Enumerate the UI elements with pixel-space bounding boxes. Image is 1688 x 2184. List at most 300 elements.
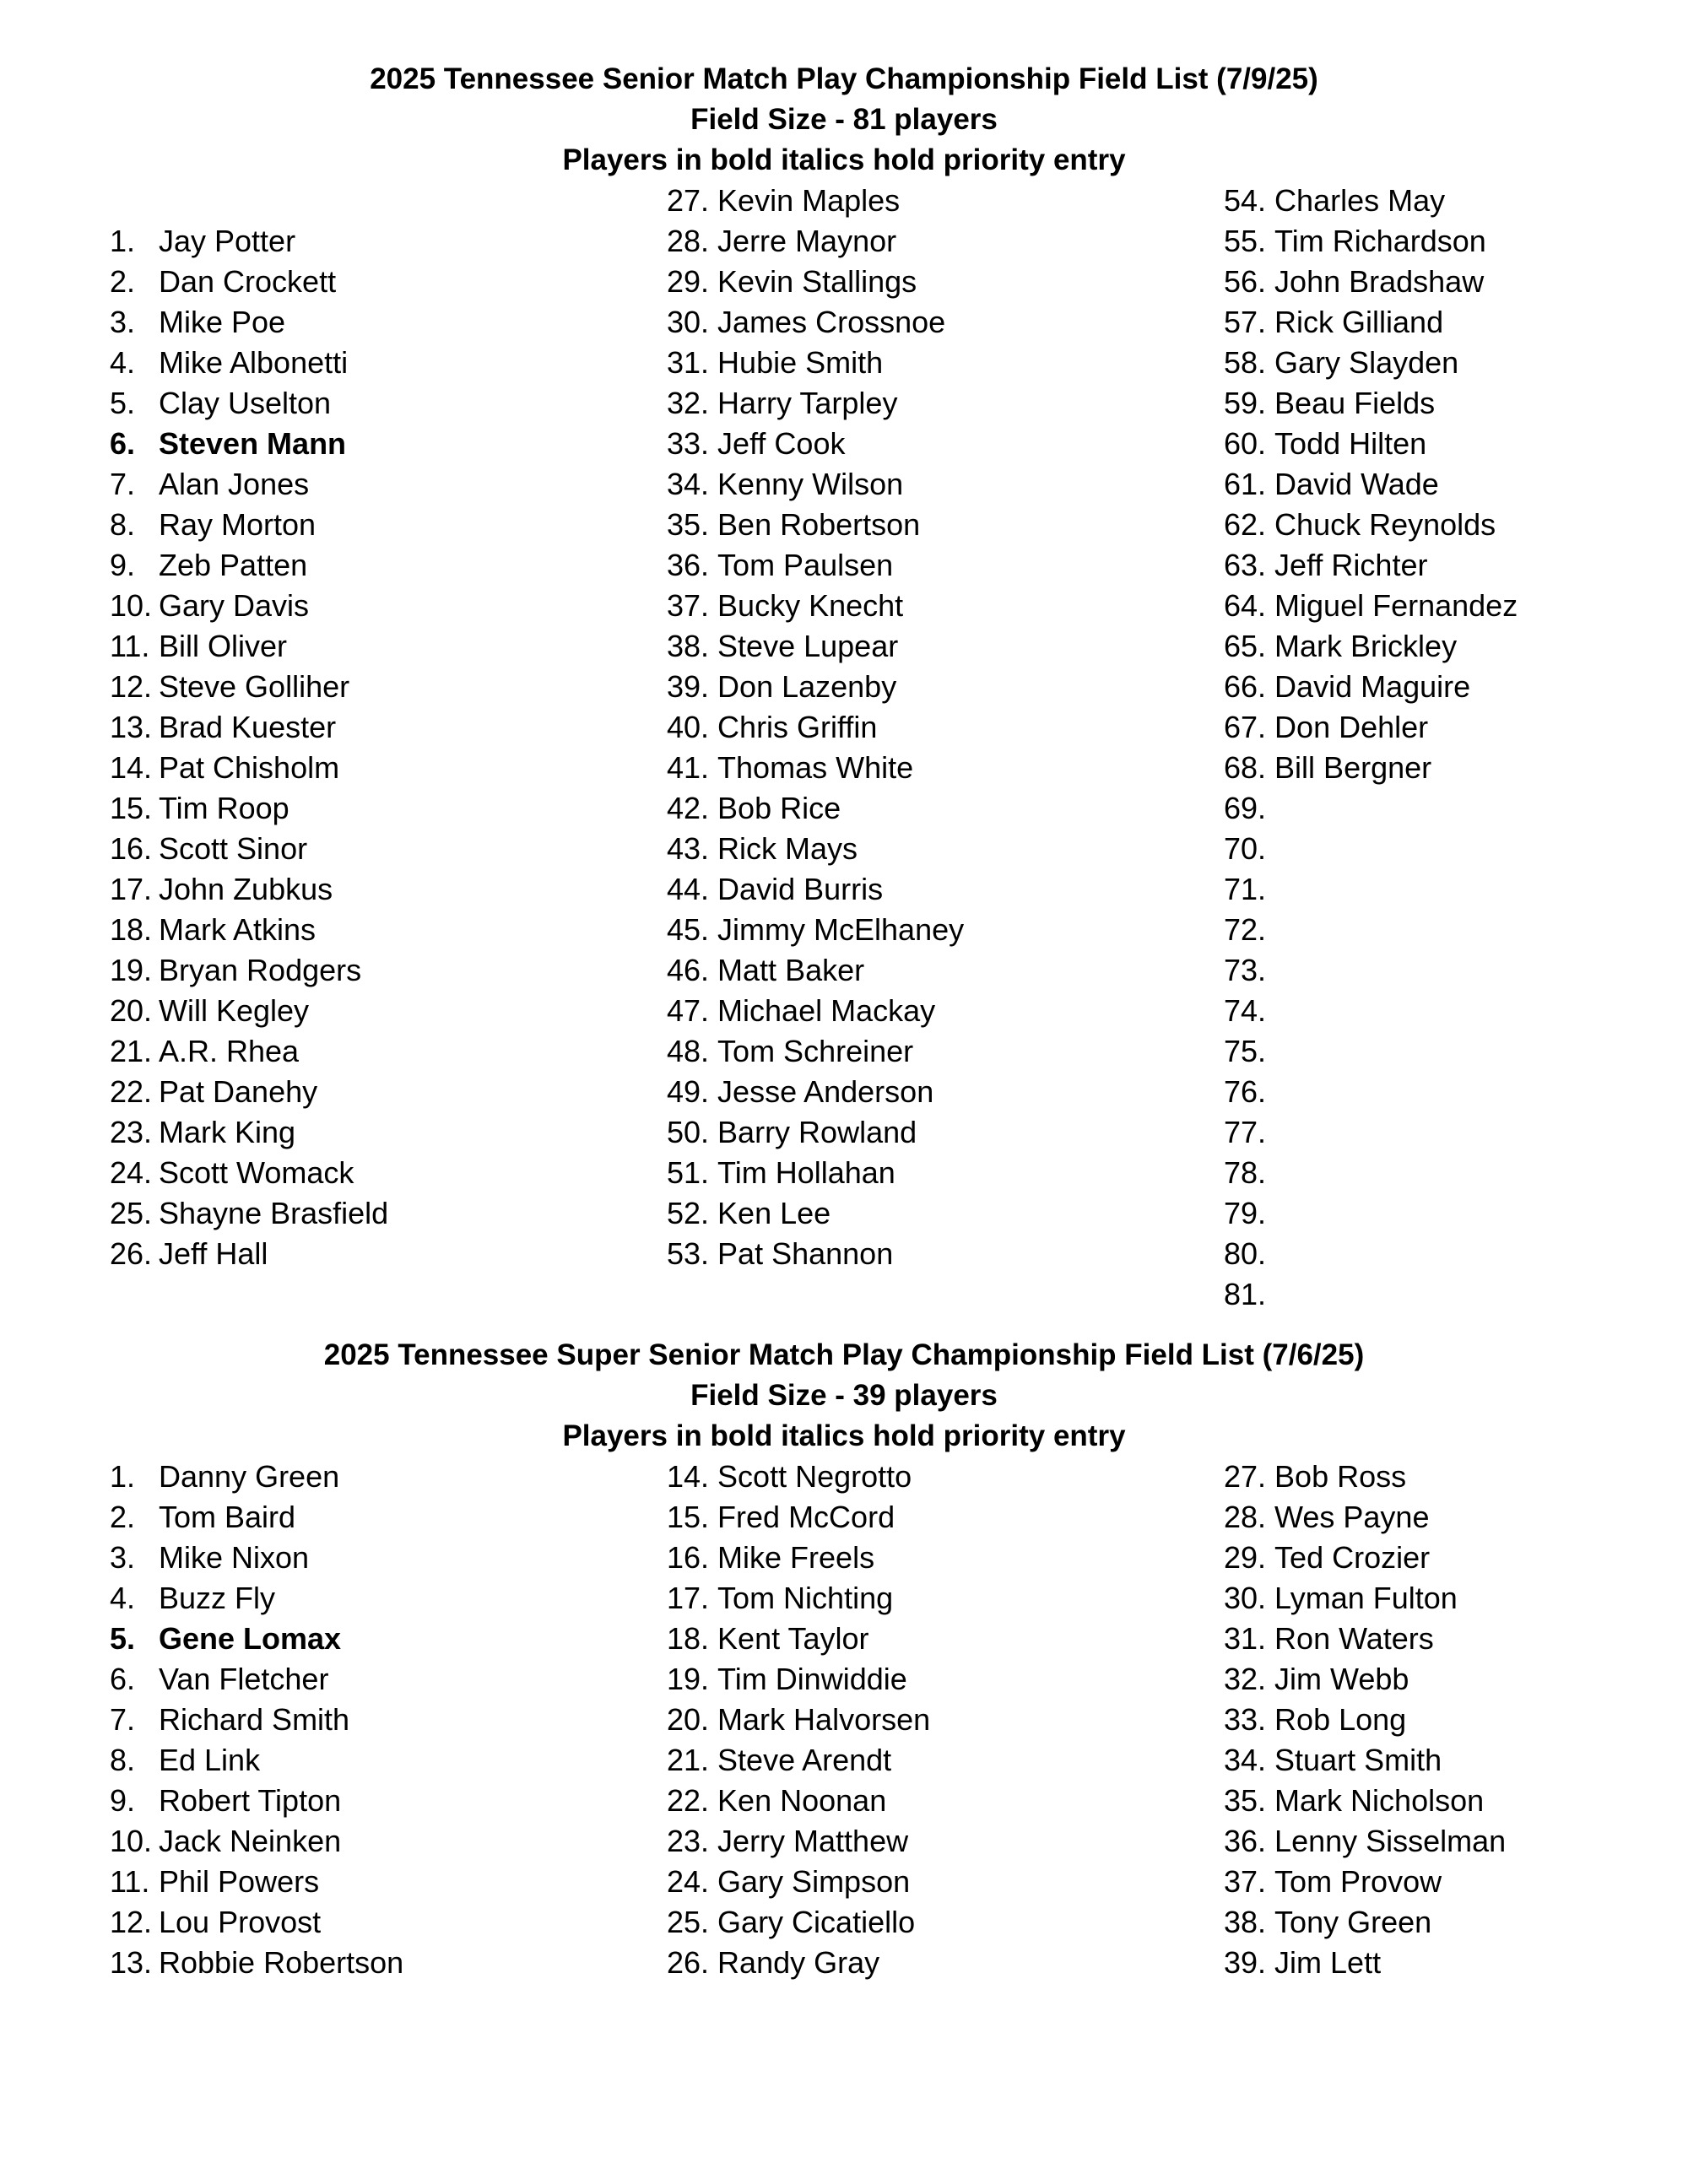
player-entry (667, 181, 964, 221)
player-name: Jeff Hall (159, 1236, 268, 1271)
player-entry (667, 1578, 930, 1619)
player-entry (1224, 1193, 1518, 1234)
player-name: Steven Mann (159, 426, 347, 461)
player-entry (1224, 1821, 1506, 1862)
player-entry (110, 262, 388, 302)
entry-number: 53. (667, 1236, 710, 1271)
entry-number: 11. (110, 629, 150, 663)
senior-field-size: Field Size - 81 players (690, 103, 998, 136)
entry-number: 71. (1224, 872, 1267, 906)
player-entry (667, 950, 964, 991)
player-name: Brad Kuester (159, 710, 337, 744)
entry-number: 43. (667, 831, 710, 866)
entry-number: 81. (1224, 1277, 1267, 1311)
player-entry (1224, 1740, 1506, 1781)
entry-number: 2. (110, 264, 136, 299)
entry-number: 70. (1224, 831, 1267, 866)
player-name: Ed Link (159, 1743, 261, 1777)
entry-number: 13. (110, 710, 153, 744)
entry-number: 50. (667, 1115, 710, 1149)
player-name: Miguel Fernandez (1274, 588, 1518, 623)
player-name: Bob Rice (717, 791, 841, 825)
player-entry (1224, 1943, 1506, 1983)
entry-number: 44. (667, 872, 710, 906)
entry-number: 64. (1224, 588, 1267, 623)
player-entry (1224, 221, 1518, 262)
player-name: Scott Sinor (159, 831, 308, 866)
player-name: Bob Ross (1274, 1459, 1407, 1494)
entry-number: 73. (1224, 953, 1267, 987)
player-name: Mike Freels (717, 1540, 875, 1575)
player-name: John Zubkus (159, 872, 333, 906)
player-name: Steve Arendt (717, 1743, 892, 1777)
player-entry (110, 707, 388, 748)
entry-number: 34. (1224, 1743, 1267, 1777)
entry-number: 26. (110, 1236, 153, 1271)
player-entry (110, 1112, 388, 1153)
player-name: Bill Oliver (159, 629, 288, 663)
player-name: Tim Roop (159, 791, 289, 825)
player-name: Thomas White (717, 750, 914, 785)
entry-number: 68. (1224, 750, 1267, 785)
player-entry (667, 545, 964, 586)
player-name: Harry Tarpley (717, 386, 898, 420)
player-entry (1224, 586, 1518, 626)
entry-number: 27. (667, 183, 710, 218)
player-name: Ted Crozier (1274, 1540, 1431, 1575)
player-entry (1224, 464, 1518, 505)
entry-number: 59. (1224, 386, 1267, 420)
entry-number: 21. (667, 1743, 710, 1777)
player-entry (667, 1659, 930, 1700)
entry-number: 28. (1224, 1500, 1267, 1534)
player-name: Mike Poe (159, 305, 286, 339)
player-entry (110, 626, 388, 667)
player-entry (667, 910, 964, 950)
player-entry (1224, 181, 1518, 221)
player-name: Jeff Cook (717, 426, 846, 461)
player-entry (667, 1781, 930, 1821)
player-entry (667, 221, 964, 262)
player-entry (110, 343, 388, 383)
player-name: Mark Brickley (1274, 629, 1458, 663)
player-name: Ken Lee (717, 1196, 831, 1230)
entry-number: 15. (667, 1500, 710, 1534)
player-name: Stuart Smith (1274, 1743, 1442, 1777)
player-entry (110, 1781, 403, 1821)
player-entry (667, 505, 964, 545)
entry-number: 37. (667, 588, 710, 623)
player-entry (110, 1193, 388, 1234)
player-entry (1224, 545, 1518, 586)
player-name: Richard Smith (159, 1702, 350, 1737)
player-entry (1224, 950, 1518, 991)
player-entry (1224, 262, 1518, 302)
player-entry (110, 1072, 388, 1112)
entry-number: 57. (1224, 305, 1267, 339)
player-entry (1224, 1578, 1506, 1619)
player-entry (110, 1153, 388, 1193)
player-entry (110, 1821, 403, 1862)
player-entry (667, 1538, 930, 1578)
player-entry (1224, 707, 1518, 748)
entry-number: 72. (1224, 912, 1267, 947)
entry-number: 27. (1224, 1459, 1267, 1494)
player-name: Gary Simpson (717, 1864, 911, 1899)
player-entry (110, 424, 388, 464)
player-name: Pat Chisholm (159, 750, 340, 785)
player-name: Beau Fields (1274, 386, 1436, 420)
player-entry (1224, 1497, 1506, 1538)
entry-number: 8. (110, 507, 136, 542)
entry-number: 9. (110, 548, 136, 582)
player-name: Phil Powers (159, 1864, 320, 1899)
entry-number: 23. (667, 1824, 710, 1858)
player-name: Chuck Reynolds (1274, 507, 1496, 542)
player-entry (1224, 1538, 1506, 1578)
senior-title: 2025 Tennessee Senior Match Play Championship Field List (7/9/25) (370, 62, 1318, 95)
entry-number: 32. (667, 386, 710, 420)
player-name: Mike Albonetti (159, 345, 349, 380)
player-entry (667, 869, 964, 910)
entry-number: 4. (110, 1581, 136, 1615)
entry-number: 20. (667, 1702, 710, 1737)
player-name: Hubie Smith (717, 345, 884, 380)
player-entry (1224, 667, 1518, 707)
entry-number: 2. (110, 1500, 136, 1534)
player-name: Tim Dinwiddie (717, 1662, 907, 1696)
player-name: Jerry Matthew (717, 1824, 909, 1858)
player-entry (1224, 1457, 1506, 1497)
entry-number: 1. (110, 1459, 136, 1494)
player-entry (1224, 1072, 1518, 1112)
player-entry (667, 1193, 964, 1234)
player-entry (110, 910, 388, 950)
player-name: David Maguire (1274, 669, 1471, 704)
player-entry (110, 1578, 403, 1619)
player-name: Robert Tipton (159, 1783, 342, 1818)
entry-number: 80. (1224, 1236, 1267, 1271)
entry-number: 25. (110, 1196, 153, 1230)
entry-number: 7. (110, 467, 136, 501)
player-entry (667, 1457, 930, 1497)
player-name: Tim Richardson (1274, 224, 1486, 258)
player-name: Steve Lupear (717, 629, 899, 663)
player-entry (667, 1112, 964, 1153)
entry-number: 12. (110, 669, 153, 704)
super-senior-title: 2025 Tennessee Super Senior Match Play Championship Field List (7/6/25) (323, 1338, 1365, 1371)
player-name: Tom Baird (159, 1500, 296, 1534)
super-senior-field-list (0, 1335, 1688, 1980)
player-name: Kenny Wilson (717, 467, 904, 501)
player-name: Bryan Rodgers (159, 953, 362, 987)
player-name: Lenny Sisselman (1274, 1824, 1507, 1858)
entry-number: 31. (667, 345, 710, 380)
player-name: Mark Atkins (159, 912, 316, 947)
entry-number: 39. (1224, 1945, 1267, 1980)
player-name: Pat Danehy (159, 1074, 318, 1109)
player-name: Jerre Maynor (717, 224, 897, 258)
player-name: David Burris (717, 872, 884, 906)
entry-number: 19. (110, 953, 153, 987)
player-entry (110, 586, 388, 626)
entry-number: 24. (667, 1864, 710, 1899)
player-name: Michael Mackay (717, 993, 936, 1028)
entry-number: 39. (667, 669, 710, 704)
player-name: Jim Webb (1274, 1662, 1409, 1696)
player-entry (667, 707, 964, 748)
player-name: Buzz Fly (159, 1581, 276, 1615)
entry-number: 6. (110, 1662, 136, 1696)
entry-number: 42. (667, 791, 710, 825)
player-entry (667, 424, 964, 464)
entry-number: 3. (110, 305, 136, 339)
entry-number: 33. (667, 426, 710, 461)
entry-number: 22. (667, 1783, 710, 1818)
entry-number: 15. (110, 791, 153, 825)
entry-number: 47. (667, 993, 710, 1028)
player-name: Dan Crockett (159, 264, 337, 299)
player-entry (667, 1862, 930, 1902)
entry-number: 10. (110, 588, 153, 623)
player-name: Mark King (159, 1115, 296, 1149)
player-name: Gene Lomax (159, 1621, 342, 1656)
entry-number: 67. (1224, 710, 1267, 744)
player-entry (667, 667, 964, 707)
player-entry (110, 302, 388, 343)
player-entry (1224, 505, 1518, 545)
player-name: Jay Potter (159, 224, 296, 258)
player-entry (110, 991, 388, 1031)
entry-number: 58. (1224, 345, 1267, 380)
player-entry (667, 626, 964, 667)
entry-number: 14. (110, 750, 153, 785)
player-entry (667, 1153, 964, 1193)
player-entry (667, 343, 964, 383)
player-name: Rob Long (1274, 1702, 1407, 1737)
player-entry (1224, 424, 1518, 464)
entry-number: 36. (667, 548, 710, 582)
player-entry (110, 383, 388, 424)
player-entry (1224, 1619, 1506, 1659)
player-entry (110, 1538, 403, 1578)
entry-number: 62. (1224, 507, 1267, 542)
player-entry (110, 505, 388, 545)
player-name: Charles May (1274, 183, 1446, 218)
player-name: Scott Negrotto (717, 1459, 912, 1494)
player-name: Jim Lett (1274, 1945, 1382, 1980)
player-entry (1224, 829, 1518, 869)
player-entry (1224, 302, 1518, 343)
entry-number: 74. (1224, 993, 1267, 1028)
player-name: Mark Halvorsen (717, 1702, 931, 1737)
player-name: Zeb Patten (159, 548, 308, 582)
player-entry (1224, 1862, 1506, 1902)
player-entry (1224, 788, 1518, 829)
entry-number: 20. (110, 993, 153, 1028)
player-entry (110, 748, 388, 788)
player-entry (110, 829, 388, 869)
entry-number: 9. (110, 1783, 136, 1818)
player-entry (110, 1234, 388, 1274)
entry-number: 6. (110, 426, 136, 461)
player-entry (667, 1497, 930, 1538)
player-entry (1224, 1153, 1518, 1193)
entry-number: 66. (1224, 669, 1267, 704)
player-name: Don Dehler (1274, 710, 1429, 744)
player-name: Kevin Maples (717, 183, 901, 218)
entry-number: 25. (667, 1905, 710, 1939)
player-entry (1224, 343, 1518, 383)
player-entry (1224, 383, 1518, 424)
entry-number: 12. (110, 1905, 153, 1939)
entry-number: 49. (667, 1074, 710, 1109)
player-name: Don Lazenby (717, 669, 897, 704)
player-name: Barry Rowland (717, 1115, 917, 1149)
player-name: Ron Waters (1274, 1621, 1434, 1656)
player-name: Fred McCord (717, 1500, 895, 1534)
entry-number: 7. (110, 1702, 136, 1737)
entry-number: 45. (667, 912, 710, 947)
player-entry (667, 302, 964, 343)
player-entry (1224, 626, 1518, 667)
entry-number: 30. (667, 305, 710, 339)
player-entry (110, 1943, 403, 1983)
player-name: Wes Payne (1274, 1500, 1430, 1534)
player-name: Bucky Knecht (717, 588, 904, 623)
player-entry (110, 950, 388, 991)
entry-number: 41. (667, 750, 710, 785)
player-entry (1224, 1112, 1518, 1153)
player-entry (667, 788, 964, 829)
entry-number: 10. (110, 1824, 153, 1858)
entry-number: 28. (667, 224, 710, 258)
player-entry (667, 586, 964, 626)
player-name: Ray Morton (159, 507, 316, 542)
player-entry (1224, 1031, 1518, 1072)
player-name: Gary Cicatiello (717, 1905, 916, 1939)
entry-number: 77. (1224, 1115, 1267, 1149)
player-name: Bill Bergner (1274, 750, 1432, 785)
player-name: Rick Mays (717, 831, 858, 866)
player-name: Danny Green (159, 1459, 340, 1494)
player-entry (667, 829, 964, 869)
entry-number: 13. (110, 1945, 153, 1980)
entry-number: 63. (1224, 548, 1267, 582)
player-entry (667, 1943, 930, 1983)
entry-number: 61. (1224, 467, 1267, 501)
entry-number: 36. (1224, 1824, 1267, 1858)
player-entry (667, 262, 964, 302)
player-entry (667, 1234, 964, 1274)
player-entry (1224, 869, 1518, 910)
player-entry (667, 1072, 964, 1112)
player-entry (110, 1700, 403, 1740)
entry-number: 46. (667, 953, 710, 987)
player-entry (1224, 991, 1518, 1031)
player-entry (667, 1821, 930, 1862)
player-name: Scott Womack (159, 1155, 354, 1190)
entry-number: 19. (667, 1662, 710, 1696)
player-entry (667, 1740, 930, 1781)
player-name: Kent Taylor (717, 1621, 869, 1656)
player-name: Will Kegley (159, 993, 310, 1028)
player-name: James Crossnoe (717, 305, 946, 339)
player-entry (110, 545, 388, 586)
player-name: Clay Uselton (159, 386, 332, 420)
player-name: Robbie Robertson (159, 1945, 404, 1980)
player-name: Gary Slayden (1274, 345, 1459, 380)
player-entry (110, 1862, 403, 1902)
entry-number: 54. (1224, 183, 1267, 218)
super-senior-column-2 (667, 1457, 930, 1983)
player-entry (110, 1619, 403, 1659)
super-senior-priority-note: Players in bold italics hold priority entry (562, 1419, 1126, 1452)
player-name: Todd Hilten (1274, 426, 1427, 461)
super-senior-column-1 (110, 1457, 403, 1983)
player-name: Mike Nixon (159, 1540, 310, 1575)
player-name: Mark Nicholson (1274, 1783, 1485, 1818)
senior-field-list (0, 59, 1688, 1311)
player-entry (667, 991, 964, 1031)
entry-number: 18. (667, 1621, 710, 1656)
entry-number: 5. (110, 1621, 136, 1656)
player-name: Alan Jones (159, 467, 310, 501)
player-name: Jimmy McElhaney (717, 912, 965, 947)
entry-number: 1. (110, 224, 136, 258)
player-entry (110, 1497, 403, 1538)
player-name: Shayne Brasfield (159, 1196, 389, 1230)
player-entry (667, 464, 964, 505)
player-entry (1224, 1700, 1506, 1740)
entry-number: 48. (667, 1034, 710, 1068)
entry-number: 11. (110, 1864, 150, 1899)
player-entry (1224, 1234, 1518, 1274)
player-name: Ken Noonan (717, 1783, 887, 1818)
player-entry (110, 1457, 403, 1497)
player-name: Tim Hollahan (717, 1155, 895, 1190)
player-name: Tom Nichting (717, 1581, 894, 1615)
player-entry (1224, 910, 1518, 950)
entry-number: 22. (110, 1074, 153, 1109)
entry-number: 55. (1224, 224, 1267, 258)
player-name: Randy Gray (717, 1945, 880, 1980)
entry-number: 23. (110, 1115, 153, 1149)
player-entry (110, 869, 388, 910)
entry-number: 37. (1224, 1864, 1267, 1899)
player-name: Jeff Richter (1274, 548, 1428, 582)
entry-number: 30. (1224, 1581, 1267, 1615)
player-entry (110, 464, 388, 505)
player-entry (110, 1031, 388, 1072)
entry-number: 38. (1224, 1905, 1267, 1939)
entry-number: 60. (1224, 426, 1267, 461)
player-entry (667, 1031, 964, 1072)
player-name: Lou Provost (159, 1905, 322, 1939)
super-senior-column-3 (1224, 1457, 1506, 1983)
player-name: Chris Griffin (717, 710, 878, 744)
player-entry (1224, 1274, 1518, 1315)
player-entry (110, 1902, 403, 1943)
entry-number: 51. (667, 1155, 710, 1190)
entry-number: 24. (110, 1155, 153, 1190)
entry-number: 78. (1224, 1155, 1267, 1190)
entry-number: 40. (667, 710, 710, 744)
entry-number: 17. (110, 872, 153, 906)
player-name: Ben Robertson (717, 507, 921, 542)
player-entry (667, 748, 964, 788)
player-entry (1224, 1781, 1506, 1821)
